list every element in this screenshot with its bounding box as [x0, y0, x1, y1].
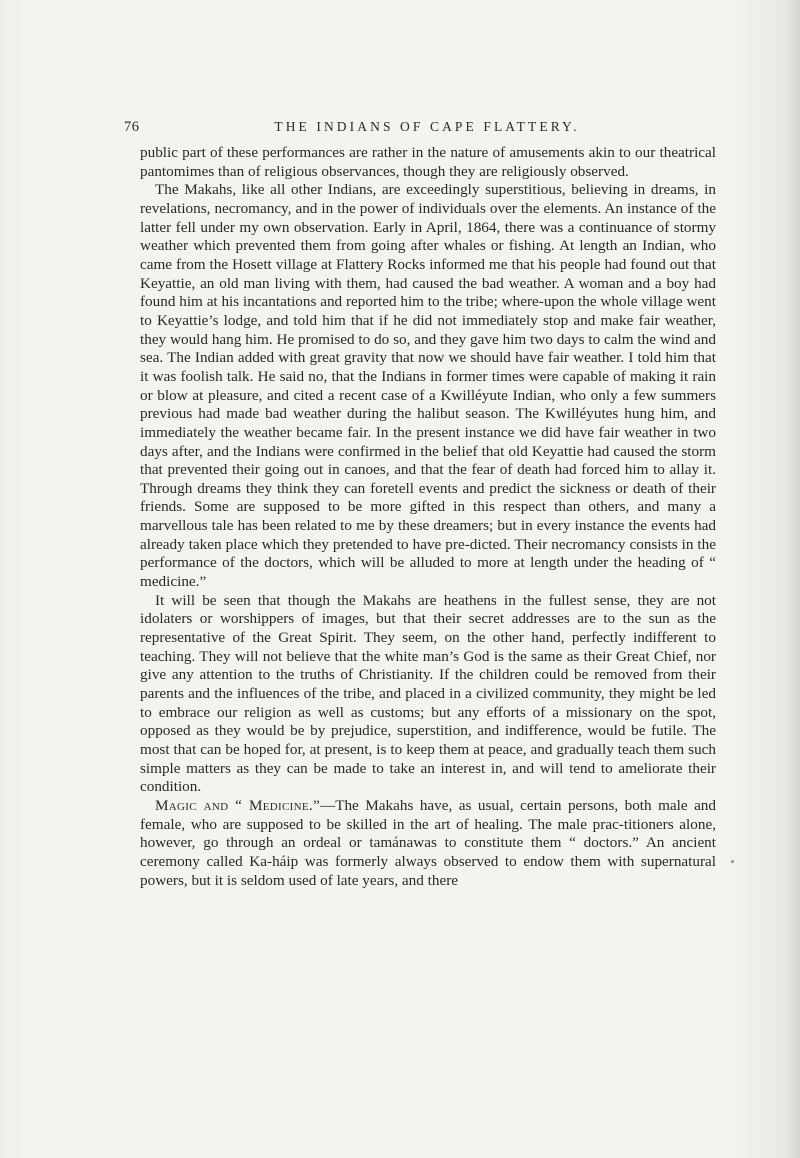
- paragraph-religion: It will be seen that though the Makahs are heathens in the fullest sense, they are not idolaters or worshippers of images, but that their secret addresses are to the sun as the representative of the Great Spirit. They seem, on the other hand, perfectly indifferent to teaching. They will not believe that the white man’s God is the same as their Great Chief, nor give any attention to the truths of Christianity. If the children could be removed from their parents and the influences of the tribe, and placed in a civilized community, they might be led to embrace our religion as well as customs; but any efforts of a missionary on the spot, opposed as they would be by prejudice, superstition, and indifference, would be futile. The most that can be hoped for, at present, is to keep them at peace, and gradually teach them such simple matters as they can be made to take an interest in, and will tend to ameliorate their condition.: [140, 591, 716, 796]
- paragraph-continuation: public part of these performances are rather in the nature of amusements akin to our theatrical pantomimes than of religious observances, though they are religiously observed.: [140, 144, 716, 180]
- paragraph-superstitions: The Makahs, like all other Indians, are exceedingly superstitious, believing in dreams, in revelations, necromancy, and in the power of individuals over the elements. An instance of the latter fell under my own observation. Early in April, 1864, there was a continuance of stormy weather which prevented them from going after whales or fishing. At length an Indian, who came from the Hosett village at Flattery Rocks informed me that his people had found out that Keyattie, an old man living with them, had caused the bad weather. A woman and a boy had found him at his incantations and reported him to the tribe; where-upon the whole village went to Keyattie’s lodge, and told him that if he did not immediately stop and make fair weather, they would hang him. He promised to do so, and they gave him two days to calm the wind and sea. The Indian added with great gravity that now we should have fair weather. I told him that it was foolish talk. He said no, that the Indians in former times were capable of making it rain or blow at pleasure, and cited a recent case of a Kwilléyute Indian, who only a few summers previous had made bad weather during the halibut season. The Kwilléyutes hung him, and immediately the weather became fair. In the present instance we did have fair weather in two days after, and the Indians were confirmed in the belief that old Keyattie had caused the storm that prevented their going out in canoes, and that the fear of death had forced him to allay it. Through dreams they think they can foretell events and predict the sickness or death of their friends. Some are supposed to be more gifted in this respect than others, and many a marvellous tale has been related to me by these dreamers; but in every instance the events had already taken place which they pretended to have pre-dicted. Their necromancy consists in the performance of the doctors, which will be alluded to more at length under the heading of “ medicine.”: [140, 181, 716, 591]
- page-number: 76: [124, 119, 140, 135]
- page-edge-shadow: [786, 0, 800, 1158]
- running-title: THE INDIANS OF CAPE FLATTERY.: [274, 119, 580, 134]
- paragraph-magic-medicine-text: —The Makahs have, as usual, certain persons, both male and female, who are supposed to be skilled in the art of healing. The male prac-titioners alone, however, go through an ordeal or tamánawas to constitute them “ doctors.” An ancient ceremony called Ka-háip was formerly always observed to endow them with supernatural powers, but it is seldom used of late years, and there: [140, 796, 716, 889]
- section-heading-magic-medicine: Magic and “ Medicine.”: [155, 796, 320, 814]
- running-header: [124, 119, 716, 141]
- body-text: [140, 144, 716, 890]
- paragraph-magic-medicine: [140, 797, 716, 890]
- print-speck: [731, 860, 734, 863]
